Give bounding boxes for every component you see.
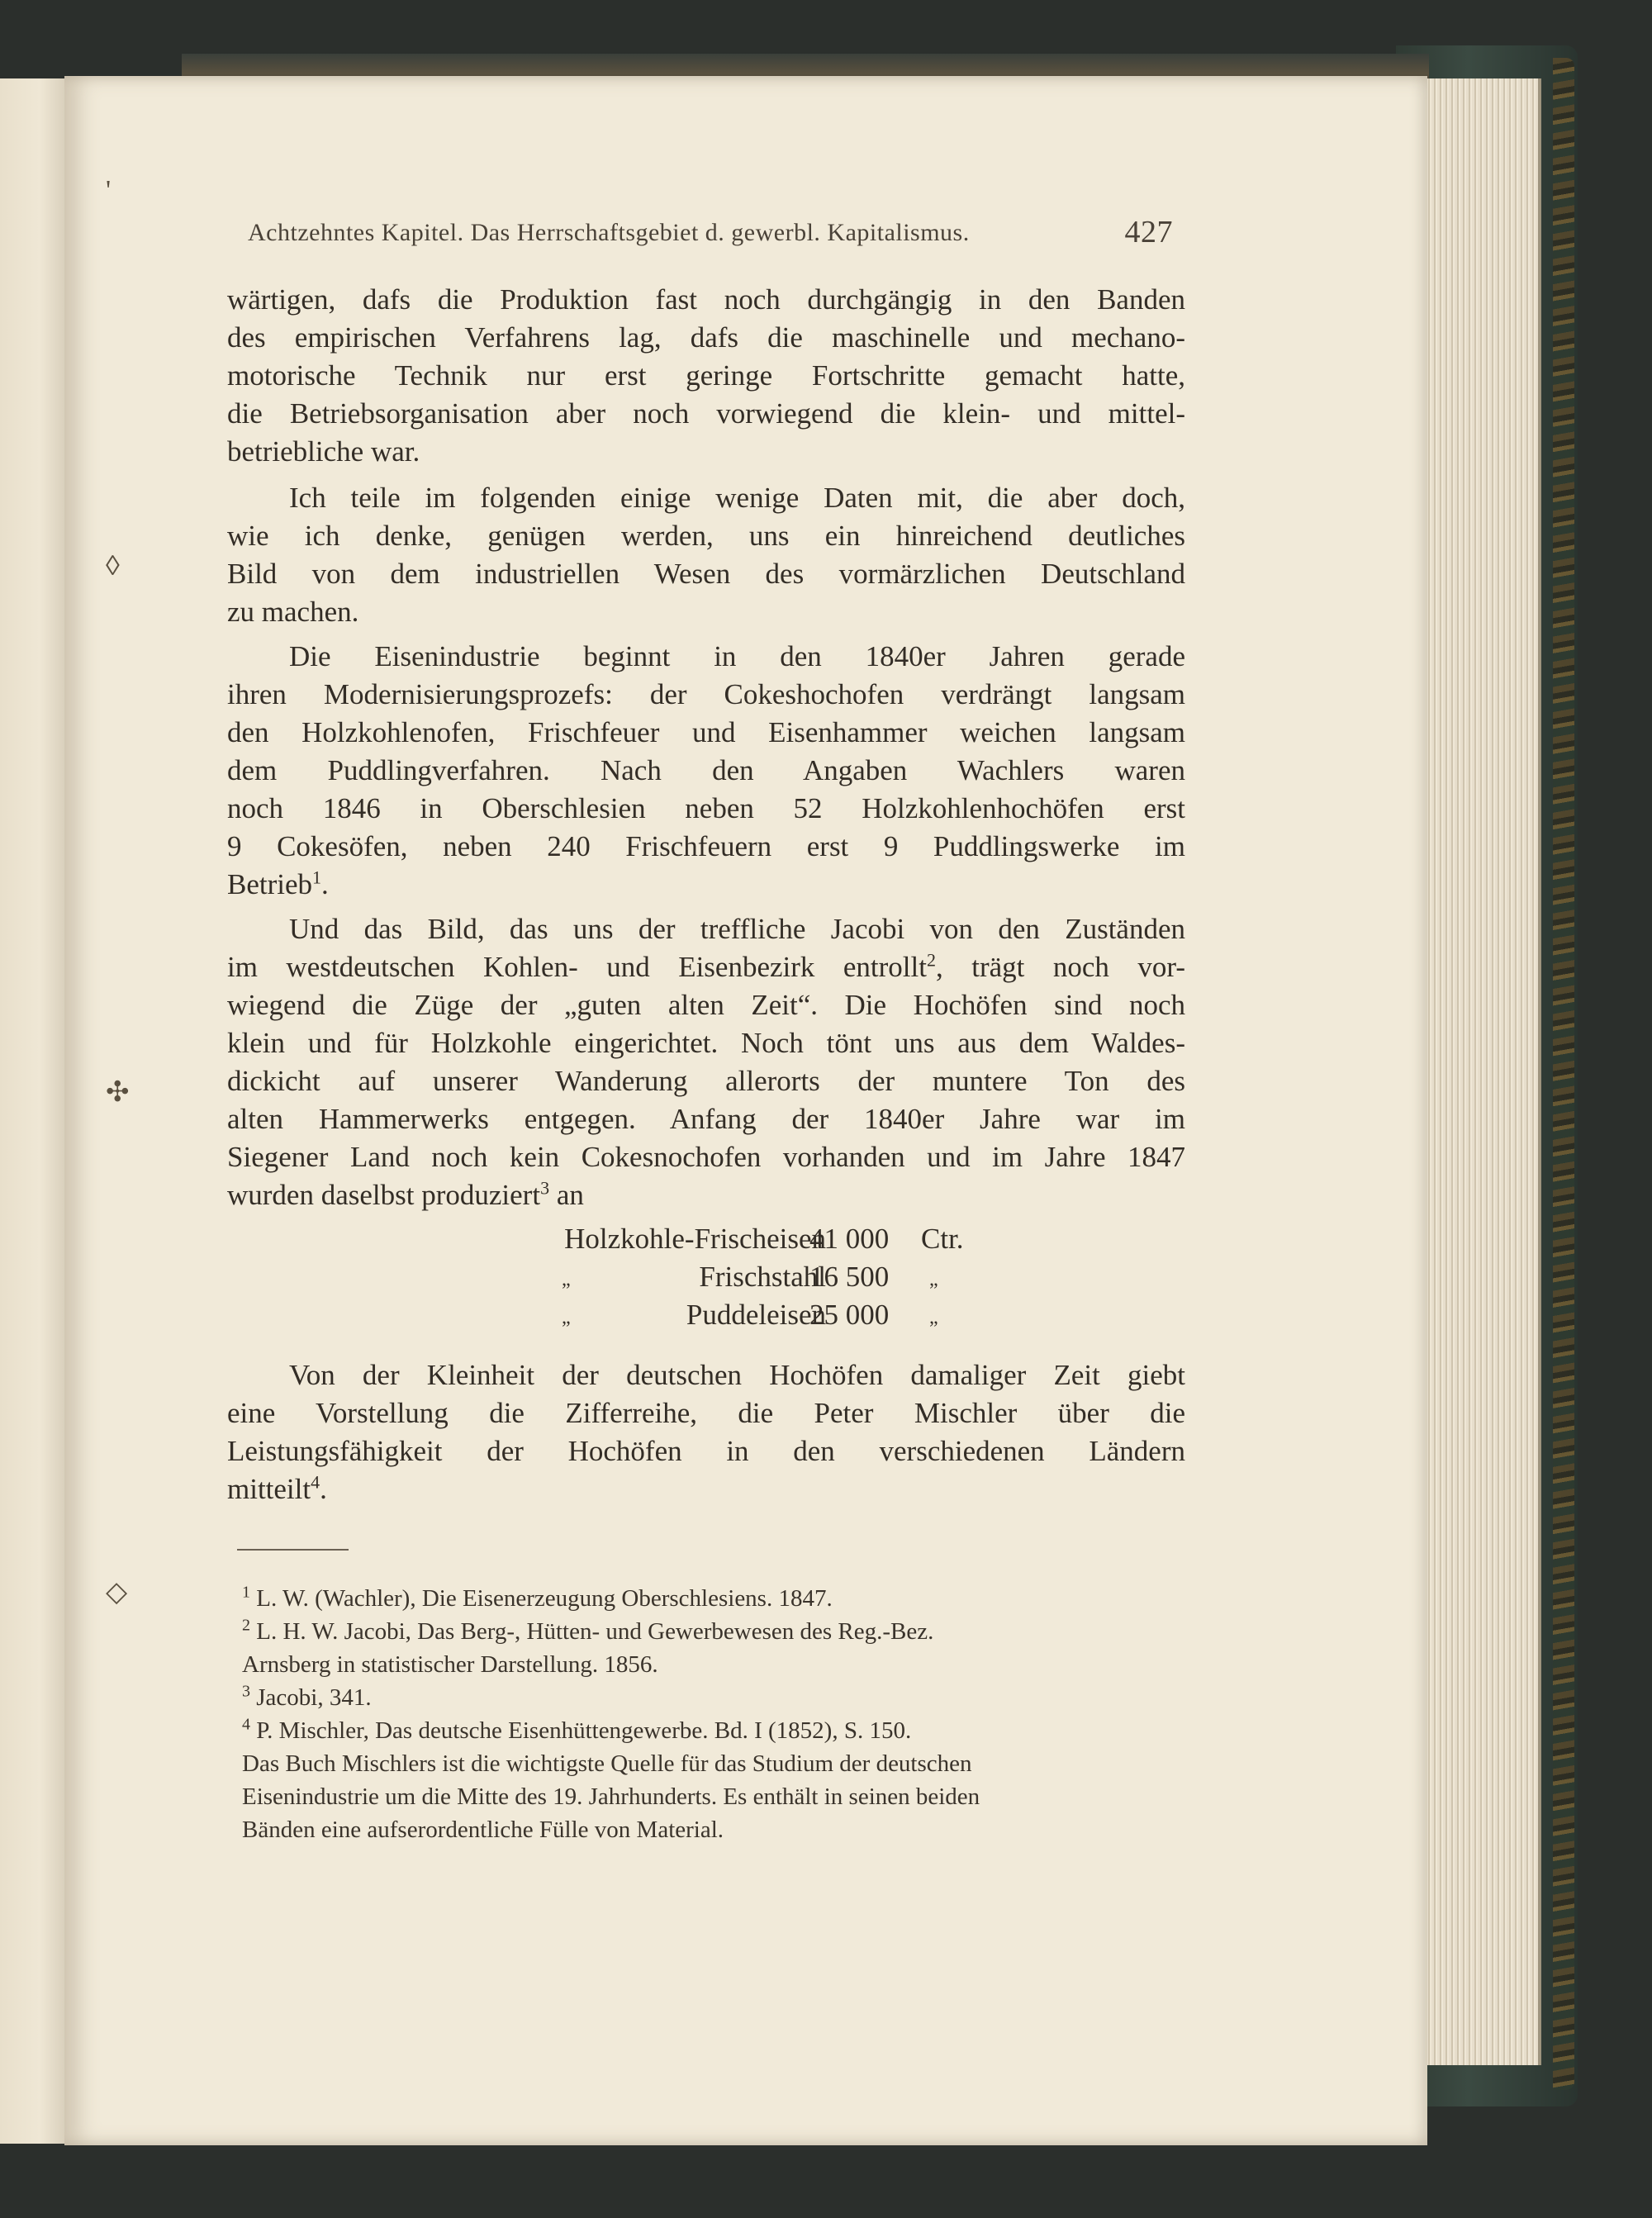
- text-fragment: mitteilt: [227, 1473, 311, 1505]
- footnote-ref: 2: [926, 949, 936, 971]
- footnote: [242, 1681, 1192, 1714]
- page-stack-edges: [1414, 78, 1541, 2065]
- text-line: wie ich denke, genügen werden, uns ein hinreichend deutliches: [227, 520, 1185, 552]
- production-value: 16 500: [809, 1261, 890, 1293]
- footnote-text: L. W. (Wachler), Die Eisenerzeugung Oberschlesiens. 1847.: [256, 1585, 833, 1612]
- text-line: motorische Technik nur erst geringe Fortschritte gemacht hatte,: [227, 359, 1185, 392]
- production-row: [479, 1223, 991, 1261]
- text-line: dem Puddlingverfahren. Nach den Angaben Wachlers waren: [227, 754, 1185, 786]
- ditto-mark: „: [562, 1269, 571, 1290]
- footnote: [242, 1747, 1192, 1780]
- text-line: alten Hammerwerks entgegen. Anfang der 1840er Jahre war im: [227, 1103, 1185, 1135]
- footnote-text: Arnsberg in statistischer Darstellung. 1856.: [242, 1651, 658, 1678]
- production-unit: „: [929, 1307, 938, 1328]
- text-line: Von der Kleinheit der deutschen Hochöfen damaliger Zeit giebt: [289, 1359, 1185, 1391]
- production-row: [479, 1261, 991, 1299]
- text-line: Ich teile im folgenden einige wenige Daten mit, die aber doch,: [289, 482, 1185, 514]
- text-line: Die Eisenindustrie beginnt in den 1840er Jahren gerade: [289, 640, 1185, 672]
- footnote-text: Eisenindustrie um die Mitte des 19. Jahrhunderts. Es enthält in seinen beiden: [242, 1783, 980, 1810]
- production-label: Frischstahl: [699, 1261, 826, 1293]
- text-line: zu machen.: [227, 596, 359, 628]
- text-fragment: , trägt noch vor-: [935, 951, 1185, 983]
- text-line: ihren Modernisierungsprozefs: der Cokeshochofen verdrängt langsam: [227, 678, 1185, 710]
- footnote: [242, 1582, 1192, 1615]
- margin-mark: ✣: [106, 1077, 130, 1108]
- text-line: 9 Cokesöfen, neben 240 Frischfeuern erst 9 Puddlingswerke im: [227, 830, 1185, 862]
- production-table: [479, 1223, 991, 1337]
- footnote-text: Das Buch Mischlers ist die wichtigste Quelle für das Studium der deutschen: [242, 1750, 972, 1777]
- text-line: des empirischen Verfahrens lag, dafs die maschinelle und mechano-: [227, 321, 1185, 354]
- text-line: eine Vorstellung die Zifferreihe, die Peter Mischler über die: [227, 1397, 1185, 1429]
- text-line: den Holzkohlenofen, Frischfeuer und Eisenhammer weichen langsam: [227, 716, 1185, 748]
- text-line: betriebliche war.: [227, 435, 420, 468]
- text-line: Betrieb$^1$.: [227, 867, 329, 900]
- production-row: [479, 1299, 991, 1337]
- production-value: 25 000: [809, 1299, 890, 1331]
- text-line: wiegend die Züge der „guten alten Zeit“. Die Hochöfen sind noch: [227, 989, 1185, 1021]
- margin-mark: ◊: [106, 551, 120, 582]
- text-line: [227, 1176, 1185, 1214]
- footnote-text: P. Mischler, Das deutsche Eisenhüttengewerbe. Bd. I (1852), S. 150.: [256, 1717, 912, 1744]
- footnote-mark: 4: [242, 1715, 250, 1734]
- text-line: die Betriebsorganisation aber noch vorwiegend die klein- und mittel-: [227, 397, 1185, 430]
- footnote: [242, 1813, 1192, 1846]
- text-fragment: Betrieb: [227, 868, 313, 900]
- running-head-title: Achtzehntes Kapitel. Das Herrschaftsgebiet d. gewerbl. Kapitalismus.: [248, 219, 970, 246]
- page-number: 427: [1124, 215, 1173, 249]
- text-line: Bild von dem industriellen Wesen des vormärzlichen Deutschland: [227, 558, 1185, 590]
- production-label: Puddeleisen: [686, 1299, 826, 1331]
- facing-page-edge: [0, 78, 66, 2144]
- text-line: [227, 948, 1185, 986]
- text-line: noch 1846 in Oberschlesien neben 52 Holzkohlenhochöfen erst: [227, 792, 1185, 824]
- production-label: Holzkohle-Frischeisen: [564, 1223, 826, 1255]
- text-line: dickicht auf unserer Wanderung allerorts der muntere Ton des: [227, 1065, 1185, 1097]
- footnote-rule: [237, 1549, 349, 1551]
- text-fragment: .: [320, 1473, 327, 1505]
- text-line: klein und für Holzkohle eingerichtet. Noch tönt uns aus dem Waldes-: [227, 1027, 1185, 1059]
- margin-mark: ◇: [106, 1577, 128, 1608]
- footnote-text: L. H. W. Jacobi, Das Berg-, Hütten- und Gewerbewesen des Reg.-Bez.: [256, 1618, 934, 1645]
- footnote-mark: 1: [242, 1583, 250, 1602]
- text-fragment: wurden daselbst produziert: [227, 1179, 541, 1211]
- marbled-edge: [1553, 58, 1574, 2090]
- footnote-ref: 3: [540, 1177, 550, 1199]
- margin-mark: ': [106, 175, 112, 206]
- footnote-text: Bänden eine aufserordentliche Fülle von Material.: [242, 1817, 724, 1843]
- text-fragment: im westdeutschen Kohlen- und Eisenbezirk entrollt: [227, 951, 927, 983]
- text-fragment: an: [549, 1179, 584, 1211]
- footnote: [242, 1714, 1192, 1747]
- text-line: wärtigen, dafs die Produktion fast noch durchgängig in den Banden: [227, 283, 1185, 316]
- production-unit: Ctr.: [921, 1223, 964, 1255]
- footnote-mark: 3: [242, 1682, 250, 1701]
- footnote: [242, 1615, 1192, 1648]
- ditto-mark: „: [562, 1307, 571, 1328]
- footnote: [242, 1648, 1192, 1681]
- footnote-mark: 2: [242, 1616, 250, 1635]
- text-line: [227, 1470, 1185, 1508]
- production-unit: „: [929, 1269, 938, 1290]
- text-line: Und das Bild, das uns der treffliche Jacobi von den Zuständen: [289, 913, 1185, 945]
- footnote-text: Jacobi, 341.: [256, 1684, 372, 1711]
- text-line: Siegener Land noch kein Cokesnochofen vorhanden und im Jahre 1847: [227, 1141, 1185, 1173]
- footnote-ref: 4: [311, 1471, 320, 1493]
- running-head: [248, 215, 1173, 249]
- production-value: 41 000: [809, 1223, 890, 1255]
- text-line: Leistungsfähigkeit der Hochöfen in den verschiedenen Ländern: [227, 1435, 1185, 1467]
- footnote-ref: 1: [312, 867, 322, 888]
- footnote: [242, 1780, 1192, 1813]
